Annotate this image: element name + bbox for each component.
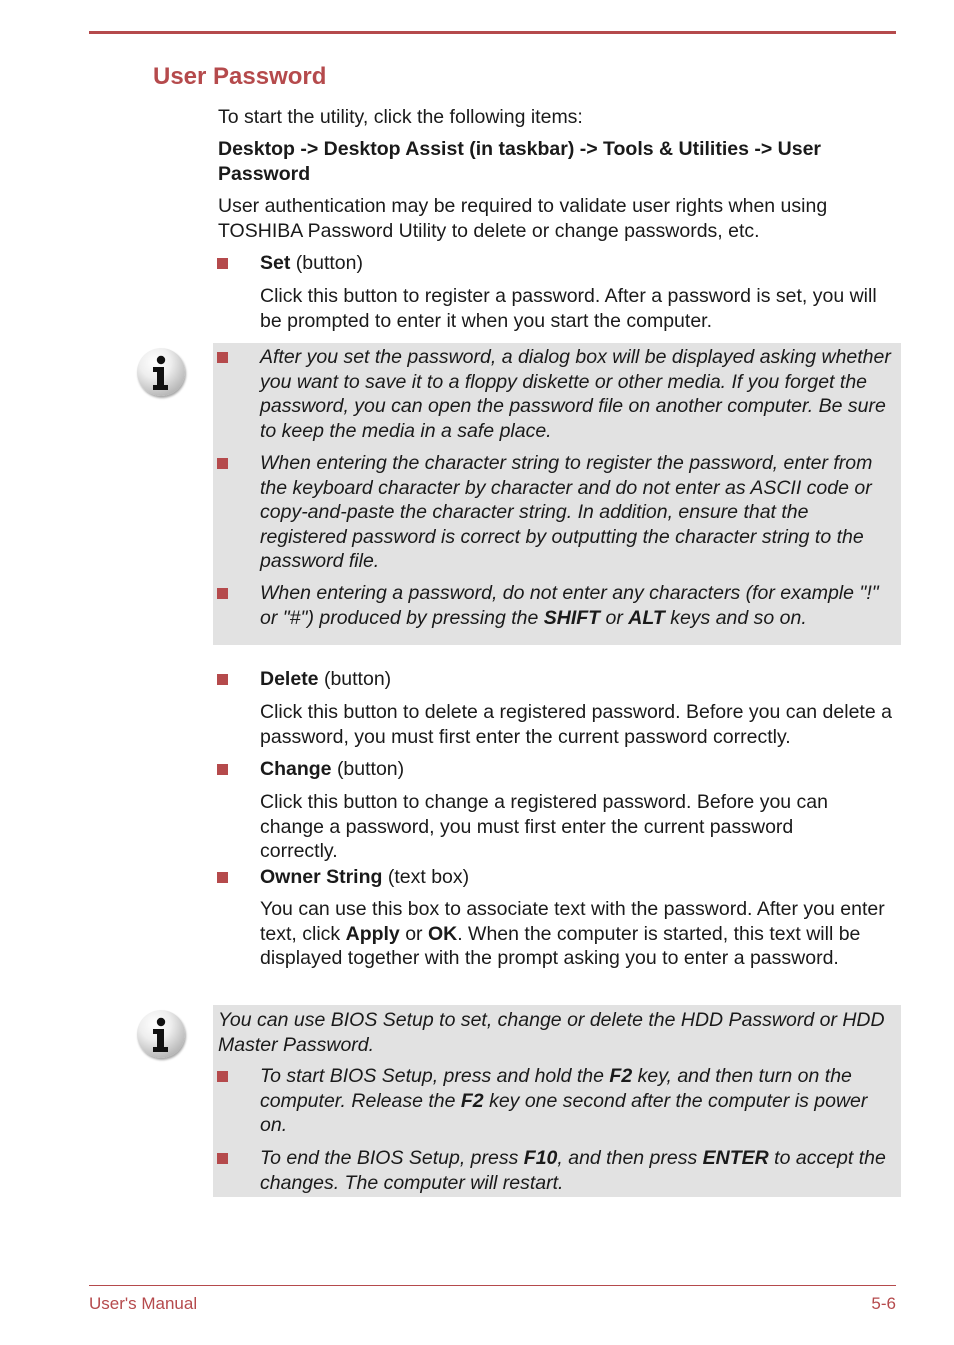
delete-item-type: (button): [323, 668, 392, 690]
auth-text: User authentication may be required to validate user rights when using TOSHIBA Password Utility to delete or change passwords, etc.: [218, 195, 828, 242]
bullet-icon: [217, 872, 228, 883]
bullet-icon: [217, 764, 228, 775]
note1-bullet-1: After you set the password, a dialog box will be displayed asking whether you want to save it to a floppy diskette or other media. If you forget the password, you can open the password file on another computer. Be sure to keep the media in a safe place.: [260, 346, 891, 442]
set-item-description: Click this button to register a password. After a password is set, you will be prompted to enter it when you start the computer.: [260, 285, 877, 332]
intro-text: To start the utility, click the following items:: [218, 106, 583, 128]
info-icon: [137, 1010, 185, 1058]
change-item-description: Click this button to change a registered password. Before you can change a password, you must first enter the current password correctly.: [260, 791, 828, 862]
delete-item-description: Click this button to delete a registered password. Before you can delete a password, you must first enter the current password correctly.: [260, 701, 892, 748]
enter-key-label: ENTER: [702, 1147, 769, 1169]
owner-item-title: [260, 865, 896, 890]
note1-bullet-3: When entering a password, do not enter any characters (for example "!" or "#") produced by pressing the SHIFT or ALT keys and so on.: [260, 582, 879, 629]
delete-item-title: [260, 667, 896, 692]
set-item-name: Set: [260, 252, 291, 274]
bullet-icon: [217, 588, 228, 599]
footer-rule: [89, 1285, 896, 1286]
owner-item-name: Owner String: [260, 866, 383, 888]
set-item-title: [260, 251, 896, 276]
f10-key-label: F10: [523, 1147, 558, 1169]
bullet-icon: [217, 352, 228, 363]
note2-bullet-1: To start BIOS Setup, press and hold the F2 key, and then turn on the computer. Release the F2 key one second after the computer is power on.: [260, 1065, 868, 1136]
navigation-path: Desktop -> Desktop Assist (in taskbar) -> Tools & Utilities -> User Password: [218, 138, 822, 185]
apply-label: Apply: [345, 922, 400, 945]
shift-key-label: SHIFT: [543, 606, 601, 629]
delete-item-name: Delete: [260, 668, 319, 690]
bullet-icon: [217, 1153, 228, 1164]
note2-intro: You can use BIOS Setup to set, change or delete the HDD Password or HDD Master Password.: [218, 1009, 885, 1056]
footer-manual-title: User's Manual: [89, 1294, 198, 1313]
set-item-type: (button): [295, 252, 363, 274]
change-item-type: (button): [336, 758, 405, 780]
f2-key-label: F2: [460, 1089, 484, 1112]
info-icon: [137, 348, 185, 396]
note2-bullet-2: To end the BIOS Setup, press F10, and then press ENTER to accept the changes. The computer will restart.: [260, 1147, 886, 1194]
bullet-icon: [217, 458, 228, 469]
bullet-icon: [217, 258, 228, 269]
footer-page-number: 5-6: [871, 1294, 896, 1313]
change-item-title: [260, 757, 896, 782]
ok-label: OK: [427, 922, 458, 945]
change-item-name: Change: [260, 758, 332, 780]
owner-item-description: You can use this box to associate text with the password. After you enter text, click Apply or OK. When the computer is started, this text will be displayed together with the prompt asking you to enter a password.: [260, 898, 885, 969]
section-heading: User Password: [153, 63, 327, 90]
note1-bullet-2: When entering the character string to register the password, enter from the keyboard character by character and do not enter as ASCII code or copy-and-paste the character string. In addition, ensure that the registered password is correct by outputting the character string to the password file.: [260, 452, 873, 572]
bullet-icon: [217, 1071, 228, 1082]
owner-item-type: (text box): [387, 866, 470, 888]
alt-key-label: ALT: [628, 606, 665, 629]
bullet-icon: [217, 674, 228, 685]
header-rule: [89, 31, 896, 34]
f2-key-label: F2: [609, 1065, 633, 1087]
